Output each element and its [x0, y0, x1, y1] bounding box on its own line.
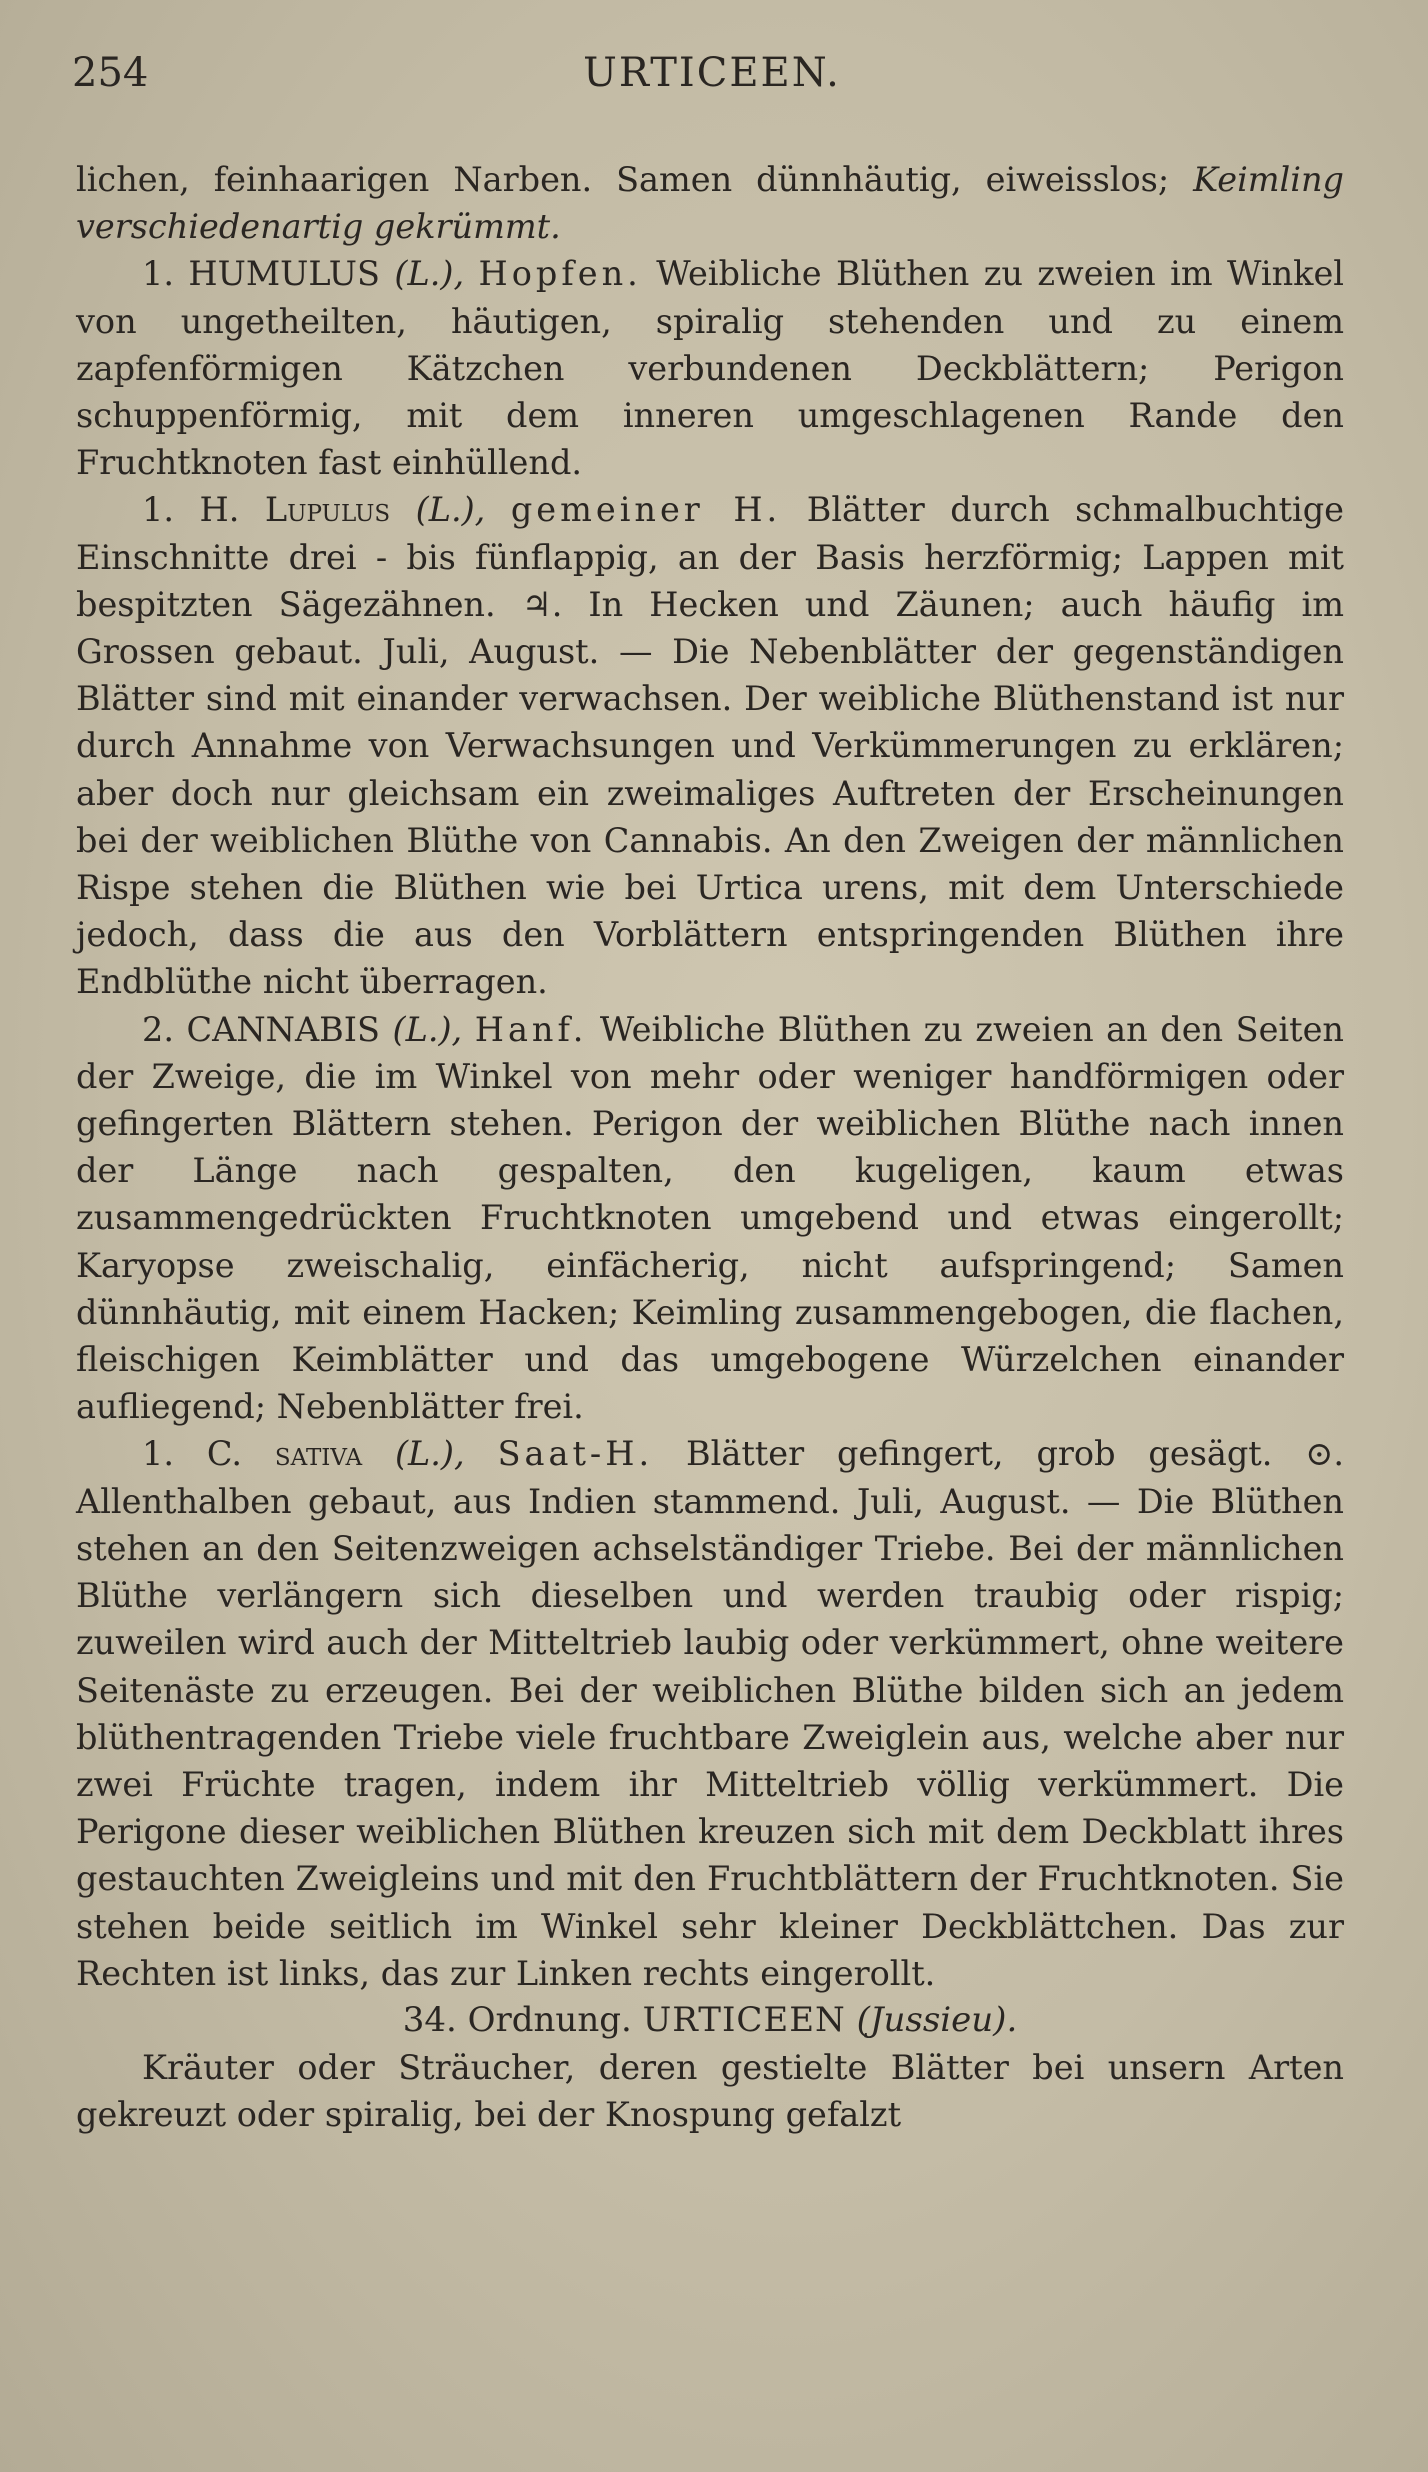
species-author: (L.), — [394, 1434, 465, 1474]
genus-author: (L.), — [394, 254, 465, 294]
species-common-name: gemeiner H. — [510, 490, 782, 530]
genus-name: HUMULUS — [188, 254, 380, 294]
body-text — [76, 156, 1344, 2139]
family-intro-paragraph — [76, 156, 1344, 250]
species-sativa-paragraph — [76, 1430, 1344, 1996]
species-number: 1. — [142, 1434, 174, 1474]
genus-description: Weibliche Blüthen zu zweien an den Seiten der Zweige, die im Winkel von mehr oder weniger handförmigen oder gefingerten Blättern stehen. Perigon der weiblichen Blüthe nach innen der Länge nach gespalten, den kugeligen, kaum etwas zusammengedrückten Fruchtknoten umgebend und etwas eingerollt; Karyopse zweischalig, einfächerig, nicht aufspringend; Samen dünnhäutig, mit einem Hacken; Keimling zusammengebogen, die flachen, fleischigen Keimblätter und das umgebogene Würzelchen einander aufliegend; Nebenblätter frei. — [76, 1009, 1345, 1427]
species-common-name: Saat-H. — [497, 1434, 654, 1474]
genus-name: CANNABIS — [186, 1009, 380, 1049]
species-name: C. sativa — [206, 1434, 363, 1474]
genus-common-name: Hopfen. — [478, 254, 642, 294]
page-number: 254 — [72, 50, 149, 96]
species-name: H. Lupulus — [199, 490, 391, 530]
genus-number: 2. — [142, 1009, 174, 1049]
genus-number: 1. — [142, 254, 174, 294]
species-number: 1. — [142, 490, 174, 530]
order-intro-text: Kräuter oder Sträucher, deren gestielte Blätter bei unsern Arten gekreuzt oder spiralig, bei der Knospung gefalzt — [76, 2048, 1344, 2135]
genus-common-name: Hanf. — [474, 1009, 588, 1049]
species-author: (L.), — [415, 490, 486, 530]
genus-cannabis-paragraph — [76, 1006, 1344, 1431]
species-lupulus-paragraph — [76, 486, 1344, 1005]
family-intro-italic: Keimling verschiedenartig gekrümmt. — [76, 160, 1345, 247]
species-description: Blätter durch schmalbuchtige Einschnitte drei - bis fünflappig, an der Basis herzförmig; Lappen mit bespitzten Sägezähnen. ♃. In Hecken und Zäunen; auch häufig im Grossen gebaut. Juli, August. — Die Nebenblätter der gegenständigen Blätter sind mit einander verwachsen. Der weibliche Blüthenstand ist nur durch Annahme von Verwachsungen und Verkümmerungen zu erklären; aber doch nur gleichsam ein zweimaliges Auftreten der Erscheinungen bei der weiblichen Blüthe von Cannabis. An den Zweigen der männlichen Rispe stehen die Blüthen wie bei Urtica urens, mit dem Unterschiede jedoch, dass die aus den Vorblättern entspringenden Blüthen ihre Endblüthe nicht überragen. — [76, 490, 1344, 1002]
species-description: Blätter gefingert, grob gesägt. ⊙. Allenthalben gebaut, aus Indien stammend. Juli, August. — Die Blüthen stehen an den Seitenzweigen achselständiger Triebe. Bei der männlichen Blüthe verlängern sich dieselben und werden traubig oder rispig; zuweilen wird auch der Mitteltrieb laubig oder verkümmert, ohne weitere Seitenäste zu erzeugen. Bei der weiblichen Blüthe bilden sich an jedem blüthentragenden Triebe viele fruchtbare Zweiglein aus, welche aber nur zwei Früchte tragen, indem ihr Mitteltrieb völlig verkümmert. Die Perigone dieser weiblichen Blüthen kreuzen sich mit dem Deckblatt ihres gestauchten Zweigleins und mit den Fruchtblättern der Fruchtknoten. Sie stehen beide seitlich im Winkel sehr kleiner Deckblättchen. Das zur Rechten ist links, das zur Linken rechts eingerollt. — [76, 1434, 1345, 1993]
order-author: (Jussieu). — [856, 1999, 1018, 2040]
genus-description: Weibliche Blüthen zu zweien im Winkel von ungetheilten, häutigen, spiralig stehenden und zu einem zapfenförmigen Kätzchen verbundenen Deckblättern; Perigon schuppenförmig, mit dem inneren umgeschlagenen Rande den Fruchtknoten fast einhüllend. — [76, 254, 1344, 483]
order-name: URTICEEN — [642, 1999, 846, 2040]
order-intro-paragraph — [76, 2044, 1344, 2138]
running-title: URTICEEN. — [583, 50, 841, 96]
family-intro-text: lichen, feinhaarigen Narben. Samen dünnhäutig, eiweisslos; — [76, 160, 1170, 199]
order-number: 34. Ordnung. — [402, 1999, 632, 2040]
genus-humulus-paragraph — [76, 250, 1344, 486]
page-header — [72, 50, 1352, 120]
order-heading — [76, 1997, 1344, 2044]
genus-author: (L.), — [392, 1009, 463, 1049]
